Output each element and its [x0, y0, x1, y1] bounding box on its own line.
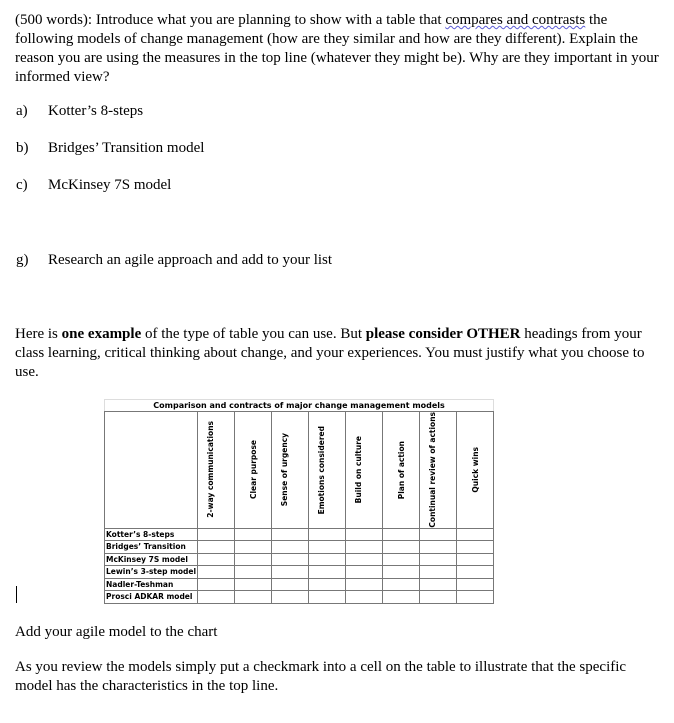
table-cell[interactable] — [235, 528, 272, 541]
column-header — [235, 412, 272, 529]
table-title: Comparison and contracts of major change management models — [105, 400, 494, 412]
list-text: Bridges’ Transition model — [48, 140, 205, 156]
table-row — [105, 553, 494, 566]
table-cell[interactable] — [346, 578, 383, 591]
list-text: Research an agile approach and add to your list — [48, 252, 333, 268]
column-header-label: Quick wins — [470, 446, 480, 493]
table-cell[interactable] — [346, 591, 383, 604]
table-cell[interactable] — [420, 541, 457, 554]
column-header — [346, 412, 383, 529]
column-header-label: 2-way communications — [206, 421, 216, 519]
comparison-table — [104, 399, 494, 604]
table-cell[interactable] — [346, 553, 383, 566]
example-paragraph — [15, 325, 665, 382]
row-label: Kotter’s 8-steps — [105, 528, 198, 541]
table-cell[interactable] — [457, 566, 494, 579]
table-cell[interactable] — [383, 553, 420, 566]
table-cell[interactable] — [272, 553, 309, 566]
table-cell[interactable] — [457, 528, 494, 541]
table-cell[interactable] — [235, 591, 272, 604]
column-header — [198, 412, 235, 529]
text-cursor — [16, 586, 17, 603]
column-header-label: Build on culture — [354, 436, 364, 504]
intro-rest: the following models of change management (how are they similar and how are they different). Explain the reason you are using the measures in the top line (whatever they might be). Why are they important in your informed view? — [15, 12, 659, 85]
table-cell[interactable] — [198, 528, 235, 541]
table-cell[interactable] — [346, 566, 383, 579]
table-cell[interactable] — [272, 566, 309, 579]
column-header — [457, 412, 494, 529]
table-cell[interactable] — [457, 591, 494, 604]
list-label: a) — [16, 103, 28, 119]
column-header — [420, 412, 457, 529]
column-header — [383, 412, 420, 529]
table-row — [105, 591, 494, 604]
table-cell[interactable] — [309, 591, 346, 604]
bold: one example — [61, 326, 142, 342]
table-cell[interactable] — [457, 553, 494, 566]
column-header — [309, 412, 346, 529]
table-cell[interactable] — [420, 591, 457, 604]
row-label: Bridges’ Transition — [105, 541, 198, 554]
table-cell[interactable] — [235, 541, 272, 554]
table-cell[interactable] — [383, 578, 420, 591]
intro-text: (500 words): Introduce what you are planning to show with a table that — [15, 12, 446, 28]
t: headings from your class learning, critical thinking about change, and your experiences. You must justify what you choose to use. — [15, 326, 645, 380]
header-row — [105, 412, 494, 529]
table-cell[interactable] — [198, 578, 235, 591]
list-text: McKinsey 7S model — [48, 177, 172, 193]
column-header-label: Emotions considered — [317, 425, 327, 514]
column-header-label: Plan of action — [396, 440, 406, 499]
table-cell[interactable] — [420, 553, 457, 566]
table-cell[interactable] — [420, 566, 457, 579]
table-row — [105, 578, 494, 591]
table-cell[interactable] — [272, 591, 309, 604]
intro-underlined: compares and contrasts — [445, 12, 586, 28]
table-cell[interactable] — [457, 578, 494, 591]
table-cell[interactable] — [420, 578, 457, 591]
add-agile-text: Add your agile model to the chart — [15, 624, 218, 640]
table-cell[interactable] — [383, 566, 420, 579]
list-label: b) — [16, 140, 29, 156]
column-header-label: Continual review of actions — [428, 412, 438, 528]
t: of the type of table you can use. But — [141, 326, 366, 342]
table-cell[interactable] — [235, 578, 272, 591]
table-row — [105, 566, 494, 579]
list-label: g) — [16, 252, 29, 268]
table-row — [105, 528, 494, 541]
list-label: c) — [16, 177, 28, 193]
table-cell[interactable] — [383, 528, 420, 541]
list-item — [16, 103, 143, 120]
table-cell[interactable] — [346, 528, 383, 541]
table-cell[interactable] — [235, 566, 272, 579]
table-cell[interactable] — [272, 578, 309, 591]
table-cell[interactable] — [235, 553, 272, 566]
row-label: Prosci ADKAR model — [105, 591, 198, 604]
table-cell[interactable] — [198, 553, 235, 566]
table-cell[interactable] — [309, 541, 346, 554]
table-cell[interactable] — [309, 578, 346, 591]
column-header-label: Sense of urgency — [280, 433, 290, 507]
table-cell[interactable] — [198, 541, 235, 554]
table-row — [105, 541, 494, 554]
t: Here is — [15, 326, 62, 342]
table-cell[interactable] — [309, 553, 346, 566]
table-cell[interactable] — [420, 528, 457, 541]
table-cell[interactable] — [309, 528, 346, 541]
column-header — [272, 412, 309, 529]
table-cell[interactable] — [309, 566, 346, 579]
list-item — [16, 252, 332, 269]
table-cell[interactable] — [198, 591, 235, 604]
table-cell[interactable] — [457, 541, 494, 554]
column-header-label: Clear purpose — [248, 440, 258, 500]
row-label: McKinsey 7S model — [105, 553, 198, 566]
list-text: Kotter’s 8-steps — [48, 103, 144, 119]
list-item — [16, 177, 171, 194]
row-label: Nadler-Teshman — [105, 578, 198, 591]
table-cell[interactable] — [383, 541, 420, 554]
list-item — [16, 140, 204, 157]
table-cell[interactable] — [383, 591, 420, 604]
table-cell[interactable] — [198, 566, 235, 579]
bold: please consider OTHER — [365, 326, 521, 342]
closing-paragraph: As you review the models simply put a checkmark into a cell on the table to illustrate that the specific model has the characteristics in the top line. — [15, 659, 627, 694]
corner-cell — [105, 412, 198, 529]
table-cell[interactable] — [346, 541, 383, 554]
table-cell[interactable] — [272, 528, 309, 541]
table-cell[interactable] — [272, 541, 309, 554]
row-label: Lewin’s 3-step model — [106, 567, 197, 577]
intro-paragraph — [15, 11, 665, 87]
